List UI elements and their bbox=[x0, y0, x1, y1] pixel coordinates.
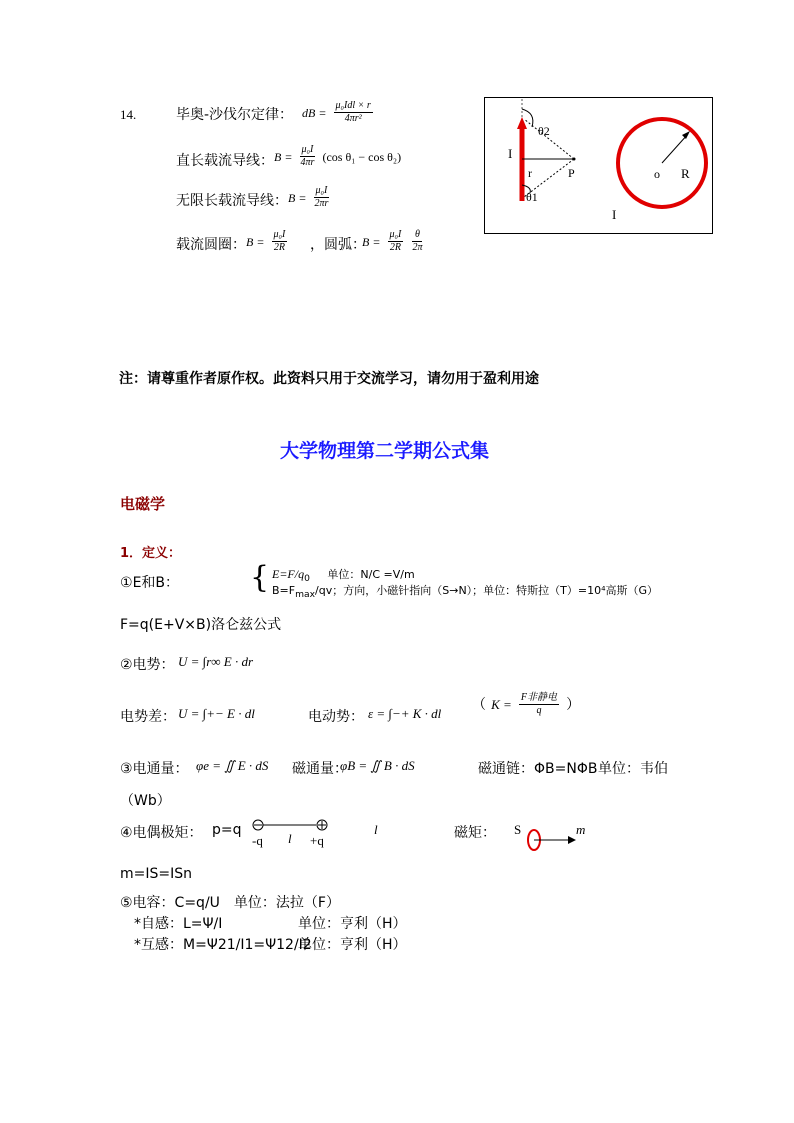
k-definition: （ K = $\frac{\text{F非静电}}{q}$ ） bbox=[472, 692, 581, 716]
potential-diff-label: 电势差： bbox=[120, 709, 176, 725]
emf-label: 电动势： bbox=[308, 709, 364, 725]
label-theta1: θ1 bbox=[526, 190, 538, 204]
figure-frame bbox=[485, 98, 713, 234]
self-inductance-unit: 单位：亨利（H） bbox=[298, 916, 407, 932]
label-o: o bbox=[654, 167, 660, 181]
emf-formula: ε = ∫−+ K · dl bbox=[368, 706, 442, 721]
document-title: 大学物理第二学期公式集 bbox=[280, 440, 490, 462]
straight-formula: B = $\frac{\text{μ₀I}}{4\pi r}$ (cos θ₁ − cos θ₂) bbox=[274, 144, 402, 168]
m-label: m bbox=[576, 822, 586, 837]
electric-flux-formula: φe = ∬ E · dS bbox=[196, 758, 269, 773]
radius-line bbox=[662, 134, 688, 163]
arc-formula: B = $\frac{\text{μ₀I}}{2R}$ $\frac{\theta}{2\pi}$ bbox=[362, 229, 423, 253]
magnetic-moment-def: m=IS=ISn bbox=[120, 866, 193, 882]
arc-label: ，圆弧： bbox=[310, 237, 366, 253]
S-label: S bbox=[514, 822, 522, 837]
label-r: r bbox=[528, 166, 532, 180]
infinite-label: 无限长载流导线： bbox=[176, 193, 288, 209]
electric-flux-label: ③电通量： bbox=[120, 761, 189, 777]
label-theta2: θ2 bbox=[538, 124, 550, 138]
magnetic-flux-formula: φB = ∬ B · dS bbox=[340, 758, 415, 773]
copyright-notice: 注：请尊重作者原作权。此资料只用于交流学习，请勿用于盈利用途 bbox=[119, 371, 539, 387]
section-heading: 电磁学 bbox=[120, 495, 166, 513]
biot-savart-figure bbox=[484, 97, 714, 235]
plus-q-label: +q bbox=[310, 833, 324, 848]
label-I-bottom: I bbox=[612, 207, 617, 222]
def1-lead: ①E和B： bbox=[120, 575, 180, 591]
label-I-left: I bbox=[508, 146, 513, 161]
flux-unit: 单位：韦伯 bbox=[598, 761, 668, 777]
straight-label: 直长载流导线： bbox=[176, 153, 274, 169]
biot-formula: dB = $\frac{\text{μ₀Idl × r}}{\text{4πr²}}$ bbox=[302, 100, 371, 124]
capacitance-line: ⑤电容：C=q/U 单位：法拉（F） bbox=[120, 895, 340, 911]
lorentz-formula: F=q(E+V×B)洛仑兹公式 bbox=[120, 617, 282, 633]
infinite-formula: B = $\frac{\text{μ₀I}}{2\pi r}$ bbox=[288, 185, 329, 209]
potential-diff-formula: U = ∫+− E · dl bbox=[178, 706, 255, 721]
potential-formula: U = ∫r∞ E · dr bbox=[178, 654, 254, 669]
wire-arrow-head bbox=[517, 117, 527, 129]
item-number: 14. bbox=[120, 107, 137, 122]
mutual-inductance: *互感：M=Ψ21/I1=Ψ12/I2 bbox=[134, 937, 312, 953]
flux-unit-cont: （Wb） bbox=[120, 793, 171, 809]
label-R: R bbox=[681, 166, 690, 181]
definitions-heading: 1．定义： bbox=[120, 546, 182, 561]
dipole-formula: p=q bbox=[212, 822, 242, 838]
l-right-label: l bbox=[374, 822, 378, 837]
l-mid-label: l bbox=[288, 831, 292, 846]
point-p bbox=[573, 158, 576, 161]
magnetic-moment-label: 磁矩： bbox=[454, 825, 496, 841]
def1-line2: $B=F_{max}/qv$；方向，小磁针指向（S→N）；单位：特斯拉（T）=10⁴高斯（G） bbox=[272, 584, 659, 601]
def1-line1: $E=F/q_0$ 单位：N/C =V/m bbox=[272, 567, 415, 585]
biot-label: 毕奥-沙伐尔定律： bbox=[176, 107, 294, 123]
magnetic-flux-label: 磁通量： bbox=[292, 761, 348, 777]
self-inductance: *自感：L=Ψ/I bbox=[134, 916, 223, 932]
loop-label: 载流圆圈： bbox=[176, 237, 246, 253]
magnetic-moment-diagram bbox=[520, 824, 580, 854]
minus-q-label: -q bbox=[252, 833, 263, 848]
radius-arrow-head bbox=[682, 131, 690, 139]
dipole-label: ④电偶极矩： bbox=[120, 825, 203, 841]
label-P: P bbox=[568, 166, 575, 180]
potential-label: ②电势： bbox=[120, 657, 175, 673]
brace: { bbox=[250, 560, 270, 595]
loop-formula: B = $\frac{\text{μ₀I}}{2R}$ bbox=[246, 229, 286, 253]
flux-linkage: 磁通链：ΦB=NΦB bbox=[478, 761, 598, 777]
mutual-inductance-unit: 单位：亨利（H） bbox=[298, 937, 407, 953]
